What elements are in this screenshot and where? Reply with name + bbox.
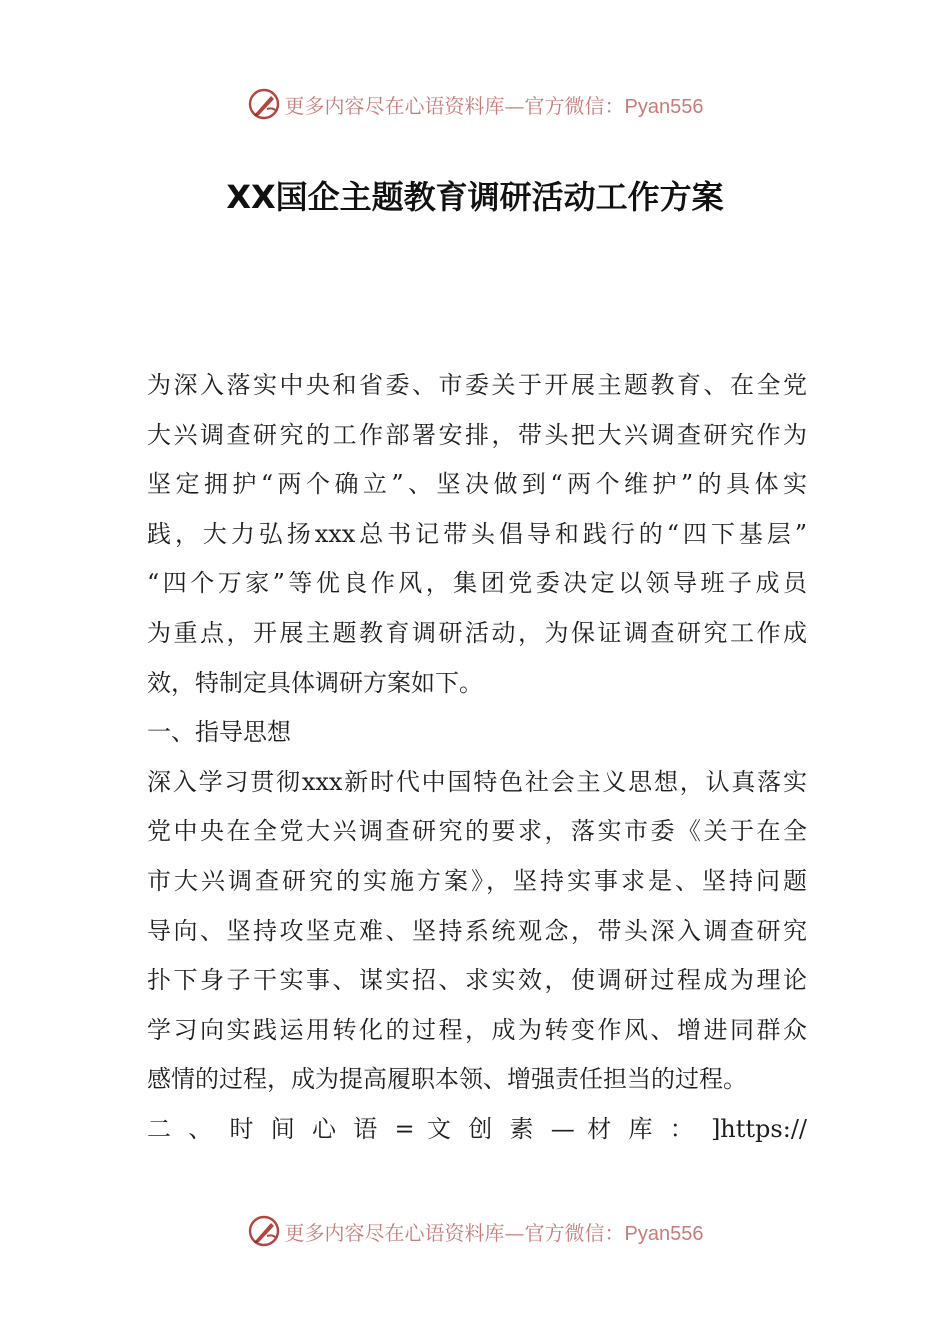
body-line: 为深入落实中央和省委、市委关于开展主题教育、在全党: [147, 371, 807, 399]
section-heading: 二 、 时 间 心 语 = 文 创 素 — 材 库 ： ]https://: [147, 1114, 807, 1143]
body-line: 深入学习贯彻xxx新时代中国特色社会主义思想，认真落实: [147, 767, 807, 796]
body-line: 学习向实践运用转化的过程，成为转变作风、增进同群众: [147, 1015, 807, 1044]
body-line: 市大兴调查研究的实施方案》，坚持实事求是、坚持问题: [147, 866, 807, 895]
document-body: [147, 361, 807, 1155]
footer-banner: [0, 1211, 950, 1251]
body-line: 感情的过程，成为提高履职本领、增强责任担当的过程。: [147, 1065, 747, 1094]
body-line: 为重点，开展主题教育调研活动，为保证调查研究工作成: [147, 618, 807, 647]
body-line: 大兴调查研究的工作部署安排，带头把大兴调查研究作为: [147, 420, 807, 449]
header-banner: [0, 84, 950, 124]
footer-banner-text: 更多内容尽在心语资料库—官方微信：Pyan556: [284, 1220, 704, 1245]
pen-logo-icon: [247, 1214, 281, 1248]
body-line: 践，大力弘扬xxx总书记带头倡导和践行的“四下基层”: [147, 519, 807, 548]
body-line: 效，特制定具体调研方案如下。: [147, 668, 483, 697]
pen-logo-icon: [247, 87, 281, 121]
wechat-id: Pyan556: [624, 95, 704, 118]
body-line: 党中央在全党大兴调查研究的要求，落实市委《关于在全: [147, 817, 807, 846]
body-line: “四个万家”等优良作风，集团党委决定以领导班子成员: [147, 569, 807, 598]
wechat-id: Pyan556: [624, 1222, 704, 1245]
document-title: XX国企主题教育调研活动工作方案: [226, 178, 724, 216]
body-line: 坚定拥护“两个确立”、坚决做到“两个维护”的具体实: [147, 470, 807, 499]
header-banner-text: 更多内容尽在心语资料库—官方微信：Pyan556: [284, 93, 704, 118]
section-heading: 一、指导思想: [147, 718, 291, 747]
body-line: 导向、坚持攻坚克难、坚持系统观念，带头深入调查研究: [147, 916, 807, 945]
body-line: 扑下身子干实事、谋实招、求实效，使调研过程成为理论: [147, 966, 807, 995]
